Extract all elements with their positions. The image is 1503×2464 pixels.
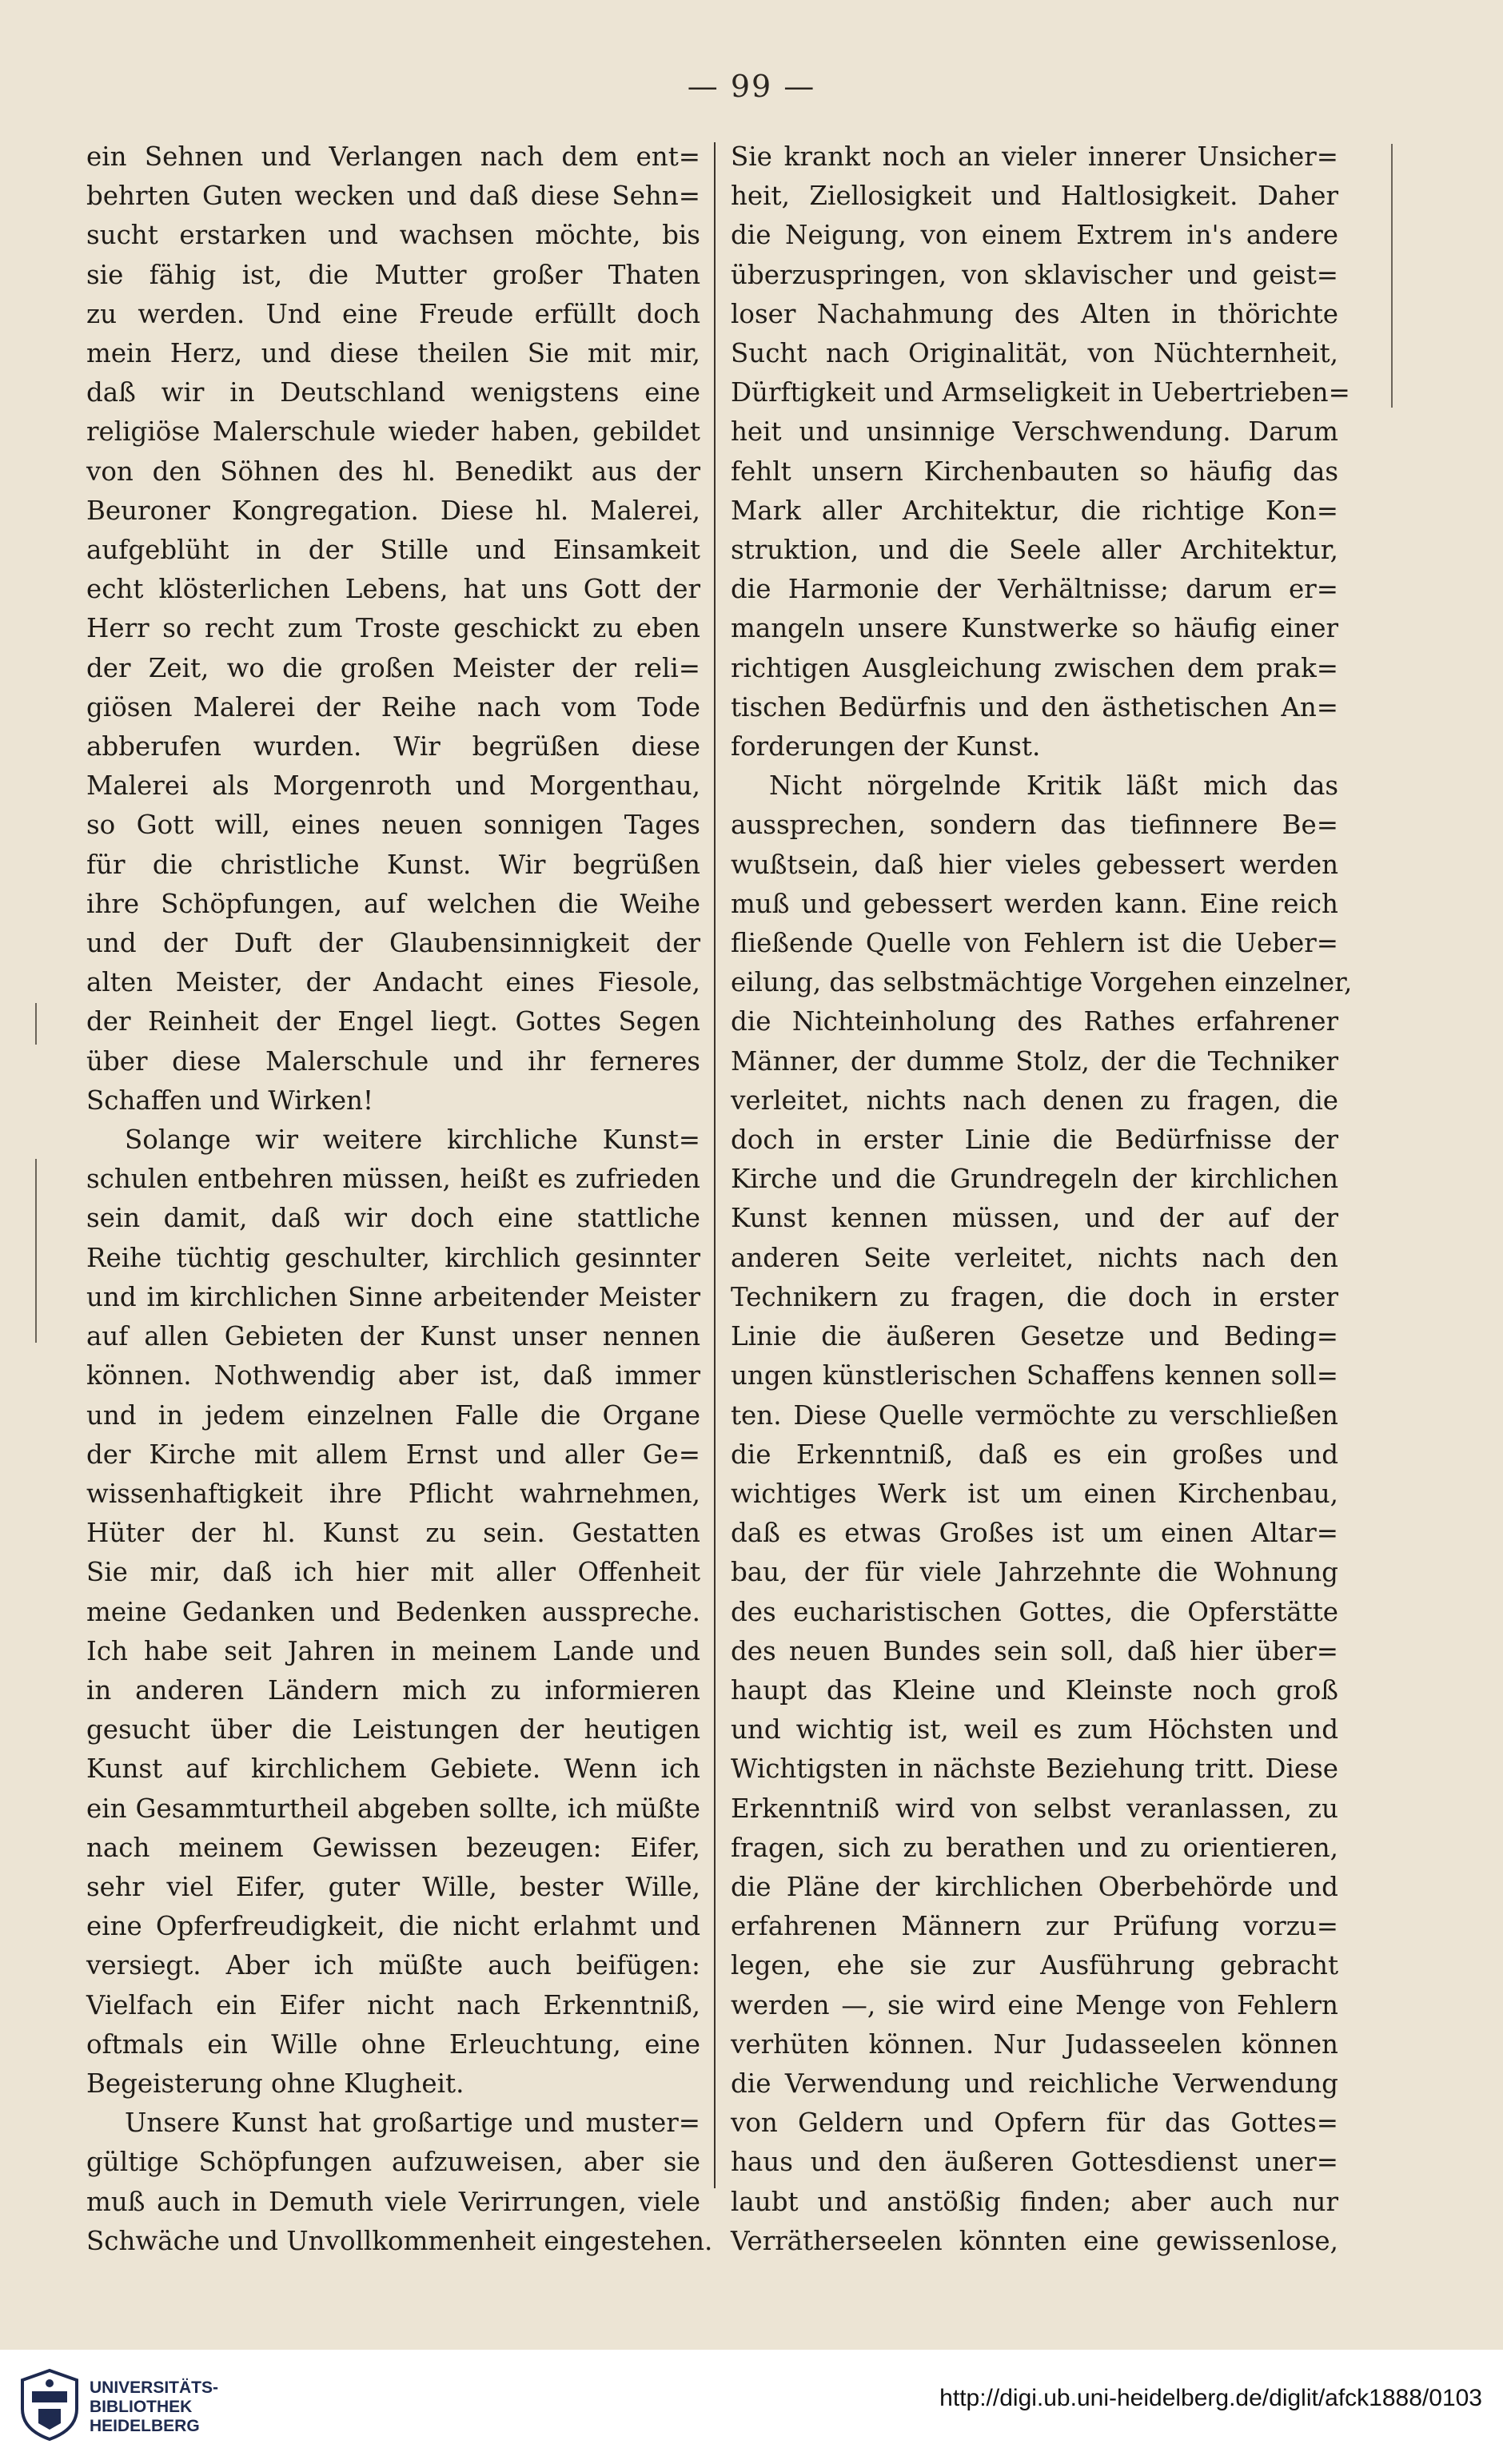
text-line: Solange wir weitere kirchliche Kunst= (125, 1125, 700, 1156)
text-line: mein Herz, und diese theilen Sie mit mir, (86, 338, 700, 369)
library-name-line: HEIDELBERG (90, 2417, 200, 2435)
text-line: wußtsein, daß hier vieles gebessert werden (731, 849, 1338, 880)
text-line: abberufen wurden. Wir begrüßen diese (86, 731, 700, 762)
text-line: die Nichteinholung des Rathes erfahrener (731, 1006, 1338, 1037)
text-line: aufgeblüht in der Stille und Einsamkeit (86, 535, 700, 566)
text-line: verleitet, nichts nach denen zu fragen, die (731, 1085, 1338, 1116)
text-line: der Zeit, wo die großen Meister der reli= (86, 652, 700, 683)
text-line: anderen Seite verleitet, nichts nach den (731, 1242, 1338, 1273)
text-line: Sucht nach Originalität, von Nüchternheit, (731, 338, 1338, 369)
text-line: struktion, und die Seele aller Architektur, (731, 535, 1338, 566)
text-line: der Kirche mit allem Ernst und aller Ge= (86, 1439, 700, 1470)
text-line: eine Opferfreudigkeit, die nicht erlahmt und (86, 1911, 700, 1942)
footer-bar (0, 2350, 1503, 2464)
text-line: Hüter der hl. Kunst zu sein. Gestatten (86, 1518, 700, 1549)
page-number: — 99 — (687, 69, 816, 104)
text-line: verhüten können. Nur Judasseelen können (731, 2028, 1338, 2060)
text-line: richtigen Ausgleichung zwischen dem prak= (731, 652, 1338, 683)
text-line: mangeln unsere Kunstwerke so häufig einer (731, 613, 1338, 644)
text-line: Verrätherseelen könnten eine gewissenlose, (731, 2225, 1338, 2256)
text-line: überzuspringen, von sklavischer und geist= (731, 259, 1338, 290)
margin-pencil-mark (35, 1003, 37, 1045)
text-line: wissenhaftigkeit ihre Pflicht wahrnehmen, (86, 1478, 700, 1509)
library-name (90, 2378, 218, 2436)
text-line: bau, der für viele Jahrzehnte die Wohnung (731, 1557, 1338, 1588)
text-line: von Geldern und Opfern für das Gottes= (731, 2108, 1338, 2139)
text-line: Sie krankt noch an vieler innerer Unsicher= (731, 141, 1338, 172)
margin-pencil-mark (1391, 144, 1393, 408)
text-line: Beuroner Kongregation. Diese hl. Malerei, (86, 495, 700, 526)
text-line: des eucharistischen Gottes, die Opferstätte (731, 1596, 1338, 1627)
text-line: Männer, der dumme Stolz, der die Techniker (731, 1045, 1338, 1077)
text-line: sehr viel Eifer, guter Wille, bester Wille, (86, 1871, 700, 1902)
text-line: sie fähig ist, die Mutter großer Thaten (86, 259, 700, 290)
text-line: die Harmonie der Verhältnisse; darum er= (731, 574, 1338, 605)
text-line: erfahrenen Männern zur Prüfung vorzu= (731, 1911, 1338, 1942)
text-line: Reihe tüchtig geschulter, kirchlich gesinnter (86, 1242, 700, 1273)
text-line: giösen Malerei der Reihe nach vom Tode (86, 691, 700, 722)
text-line: muß und gebessert werden kann. Eine reich (731, 888, 1338, 919)
library-name-line: BIBLIOTHEK (90, 2398, 193, 2416)
text-line: fehlt unsern Kirchenbauten so häufig das (731, 456, 1338, 487)
text-line: schulen entbehren müssen, heißt es zufrieden (86, 1164, 700, 1195)
university-seal-icon (18, 2367, 82, 2442)
text-line: tischen Bedürfnis und den ästhetischen An= (731, 691, 1338, 722)
text-line: gültige Schöpfungen aufzuweisen, aber sie (86, 2147, 700, 2178)
text-line: versiegt. Aber ich müßte auch beifügen: (86, 1950, 700, 1981)
text-line: oftmals ein Wille ohne Erleuchtung, eine (86, 2028, 700, 2060)
right-text-column (731, 137, 1353, 2261)
text-line: legen, ehe sie zur Ausführung gebracht (731, 1950, 1338, 1981)
text-line: aussprechen, sondern das tiefinnere Be= (731, 810, 1338, 841)
text-line: doch in erster Linie die Bedürfnisse der (731, 1125, 1338, 1156)
source-url-link[interactable]: http://digi.ub.uni-heidelberg.de/diglit/afck1888/0103 (939, 2385, 1482, 2411)
text-line: Schaffen und Wirken! (86, 1085, 374, 1116)
text-line: Mark aller Architektur, die richtige Kon= (731, 495, 1338, 526)
text-line: heit, Ziellosigkeit und Haltlosigkeit. Daher (731, 181, 1338, 212)
text-line: Kunst auf kirchlichem Gebiete. Wenn ich (86, 1753, 700, 1785)
text-line: Kunst kennen müssen, und der auf der (731, 1203, 1338, 1234)
text-line: und der Duft der Glaubensinnigkeit der (86, 928, 700, 959)
text-line: werden —, sie wird eine Menge von Fehlern (731, 1989, 1338, 2020)
text-line: Nicht nörgelnde Kritik läßt mich das (769, 770, 1338, 802)
text-line: Sie mir, daß ich hier mit aller Offenheit (86, 1557, 700, 1588)
text-line: Technikern zu fragen, die doch in erster (731, 1281, 1338, 1312)
text-line: fließende Quelle von Fehlern ist die Ueber= (731, 928, 1338, 959)
text-line: muß auch in Demuth viele Verirrungen, viele (86, 2186, 700, 2217)
text-line: des neuen Bundes sein soll, daß hier über= (731, 1635, 1338, 1666)
text-line: und wichtig ist, weil es zum Höchsten und (731, 1714, 1338, 1745)
text-line: meine Gedanken und Bedenken ausspreche. (86, 1596, 700, 1627)
text-line: die Verwendung und reichliche Verwendung (731, 2068, 1338, 2099)
text-line: Ich habe seit Jahren in meinem Lande und (86, 1635, 700, 1666)
text-line: daß es etwas Großes ist um einen Altar= (731, 1518, 1338, 1549)
text-line: heit und unsinnige Verschwendung. Darum (731, 416, 1338, 448)
text-line: Wichtigsten in nächste Beziehung tritt. Diese (731, 1753, 1338, 1785)
text-line: wichtiges Werk ist um einen Kirchenbau, (731, 1478, 1338, 1509)
text-line: Herr so recht zum Troste geschickt zu eben (86, 613, 700, 644)
text-line: laubt und anstößig finden; aber auch nur (731, 2186, 1338, 2217)
text-line: Malerei als Morgenroth und Morgenthau, (86, 770, 700, 802)
text-line: religiöse Malerschule wieder haben, gebildet (86, 416, 700, 448)
text-line: so Gott will, eines neuen sonnigen Tages (86, 810, 700, 841)
text-line: und in jedem einzelnen Falle die Organe (86, 1399, 700, 1431)
text-line: sucht erstarken und wachsen möchte, bis (86, 220, 700, 251)
text-line: die Neigung, von einem Extrem in's andere (731, 220, 1338, 251)
text-line: auf allen Gebieten der Kunst unser nennen (86, 1321, 700, 1352)
text-line: für die christliche Kunst. Wir begrüßen (86, 849, 700, 880)
text-line: ungen künstlerischen Schaffens kennen soll= (731, 1360, 1338, 1391)
text-line: loser Nachahmung des Alten in thörichte (731, 298, 1338, 329)
text-line: daß wir in Deutschland wenigstens eine (86, 377, 700, 408)
column-divider (714, 142, 716, 2188)
text-line: können. Nothwendig aber ist, daß immer (86, 1360, 700, 1391)
text-line: alten Meister, der Andacht eines Fiesole, (86, 967, 700, 998)
text-line: ein Gesammturtheil abgeben sollte, ich müßte (86, 1793, 700, 1824)
text-line: von den Söhnen des hl. Benedikt aus der (86, 456, 700, 487)
text-line: ten. Diese Quelle vermöchte zu verschließen (731, 1399, 1338, 1431)
text-line: Kirche und die Grundregeln der kirchlichen (731, 1164, 1338, 1195)
text-line: zu werden. Und eine Freude erfüllt doch (86, 298, 700, 329)
text-line: Schwäche und Unvollkommenheit eingestehen. (86, 2225, 713, 2256)
text-line: haus und den äußeren Gottesdienst uner= (731, 2147, 1338, 2178)
text-line: Unsere Kunst hat großartige und muster= (125, 2108, 700, 2139)
text-line: Vielfach ein Eifer nicht nach Erkenntniß, (86, 1989, 700, 2020)
text-line: nach meinem Gewissen bezeugen: Eifer, (86, 1832, 700, 1863)
text-line: eilung, das selbstmächtige Vorgehen einzelner, (731, 967, 1353, 998)
text-line: ein Sehnen und Verlangen nach dem ent= (86, 141, 700, 172)
text-line: Begeisterung ohne Klugheit. (86, 2068, 464, 2099)
text-line: Erkenntniß wird von selbst veranlassen, zu (731, 1793, 1338, 1824)
text-line: sein damit, daß wir doch eine stattliche (86, 1203, 700, 1234)
text-line: und im kirchlichen Sinne arbeitender Meister (86, 1281, 700, 1312)
text-line: gesucht über die Leistungen der heutigen (86, 1714, 700, 1745)
text-line: Dürftigkeit und Armseligkeit in Uebertrieben= (731, 377, 1350, 408)
margin-pencil-mark (35, 1159, 37, 1343)
text-line: in anderen Ländern mich zu informieren (86, 1674, 700, 1706)
text-line: über diese Malerschule und ihr ferneres (86, 1045, 700, 1077)
text-line: Linie die äußeren Gesetze und Beding= (731, 1321, 1338, 1352)
text-line: die Pläne der kirchlichen Oberbehörde und (731, 1871, 1338, 1902)
text-line: ihre Schöpfungen, auf welchen die Weihe (86, 888, 700, 919)
text-line: forderungen der Kunst. (731, 731, 1041, 762)
left-text-column (86, 137, 713, 2261)
text-line: echt klösterlichen Lebens, hat uns Gott der (86, 574, 700, 605)
text-line: die Erkenntniß, daß es ein großes und (731, 1439, 1338, 1470)
text-line: fragen, sich zu berathen und zu orientieren, (731, 1832, 1338, 1863)
text-line: behrten Guten wecken und daß diese Sehn= (86, 181, 700, 212)
text-line: haupt das Kleine und Kleinste noch groß (731, 1674, 1338, 1706)
library-name-line: UNIVERSITÄTS- (90, 2378, 219, 2397)
text-line: der Reinheit der Engel liegt. Gottes Segen (86, 1006, 700, 1037)
